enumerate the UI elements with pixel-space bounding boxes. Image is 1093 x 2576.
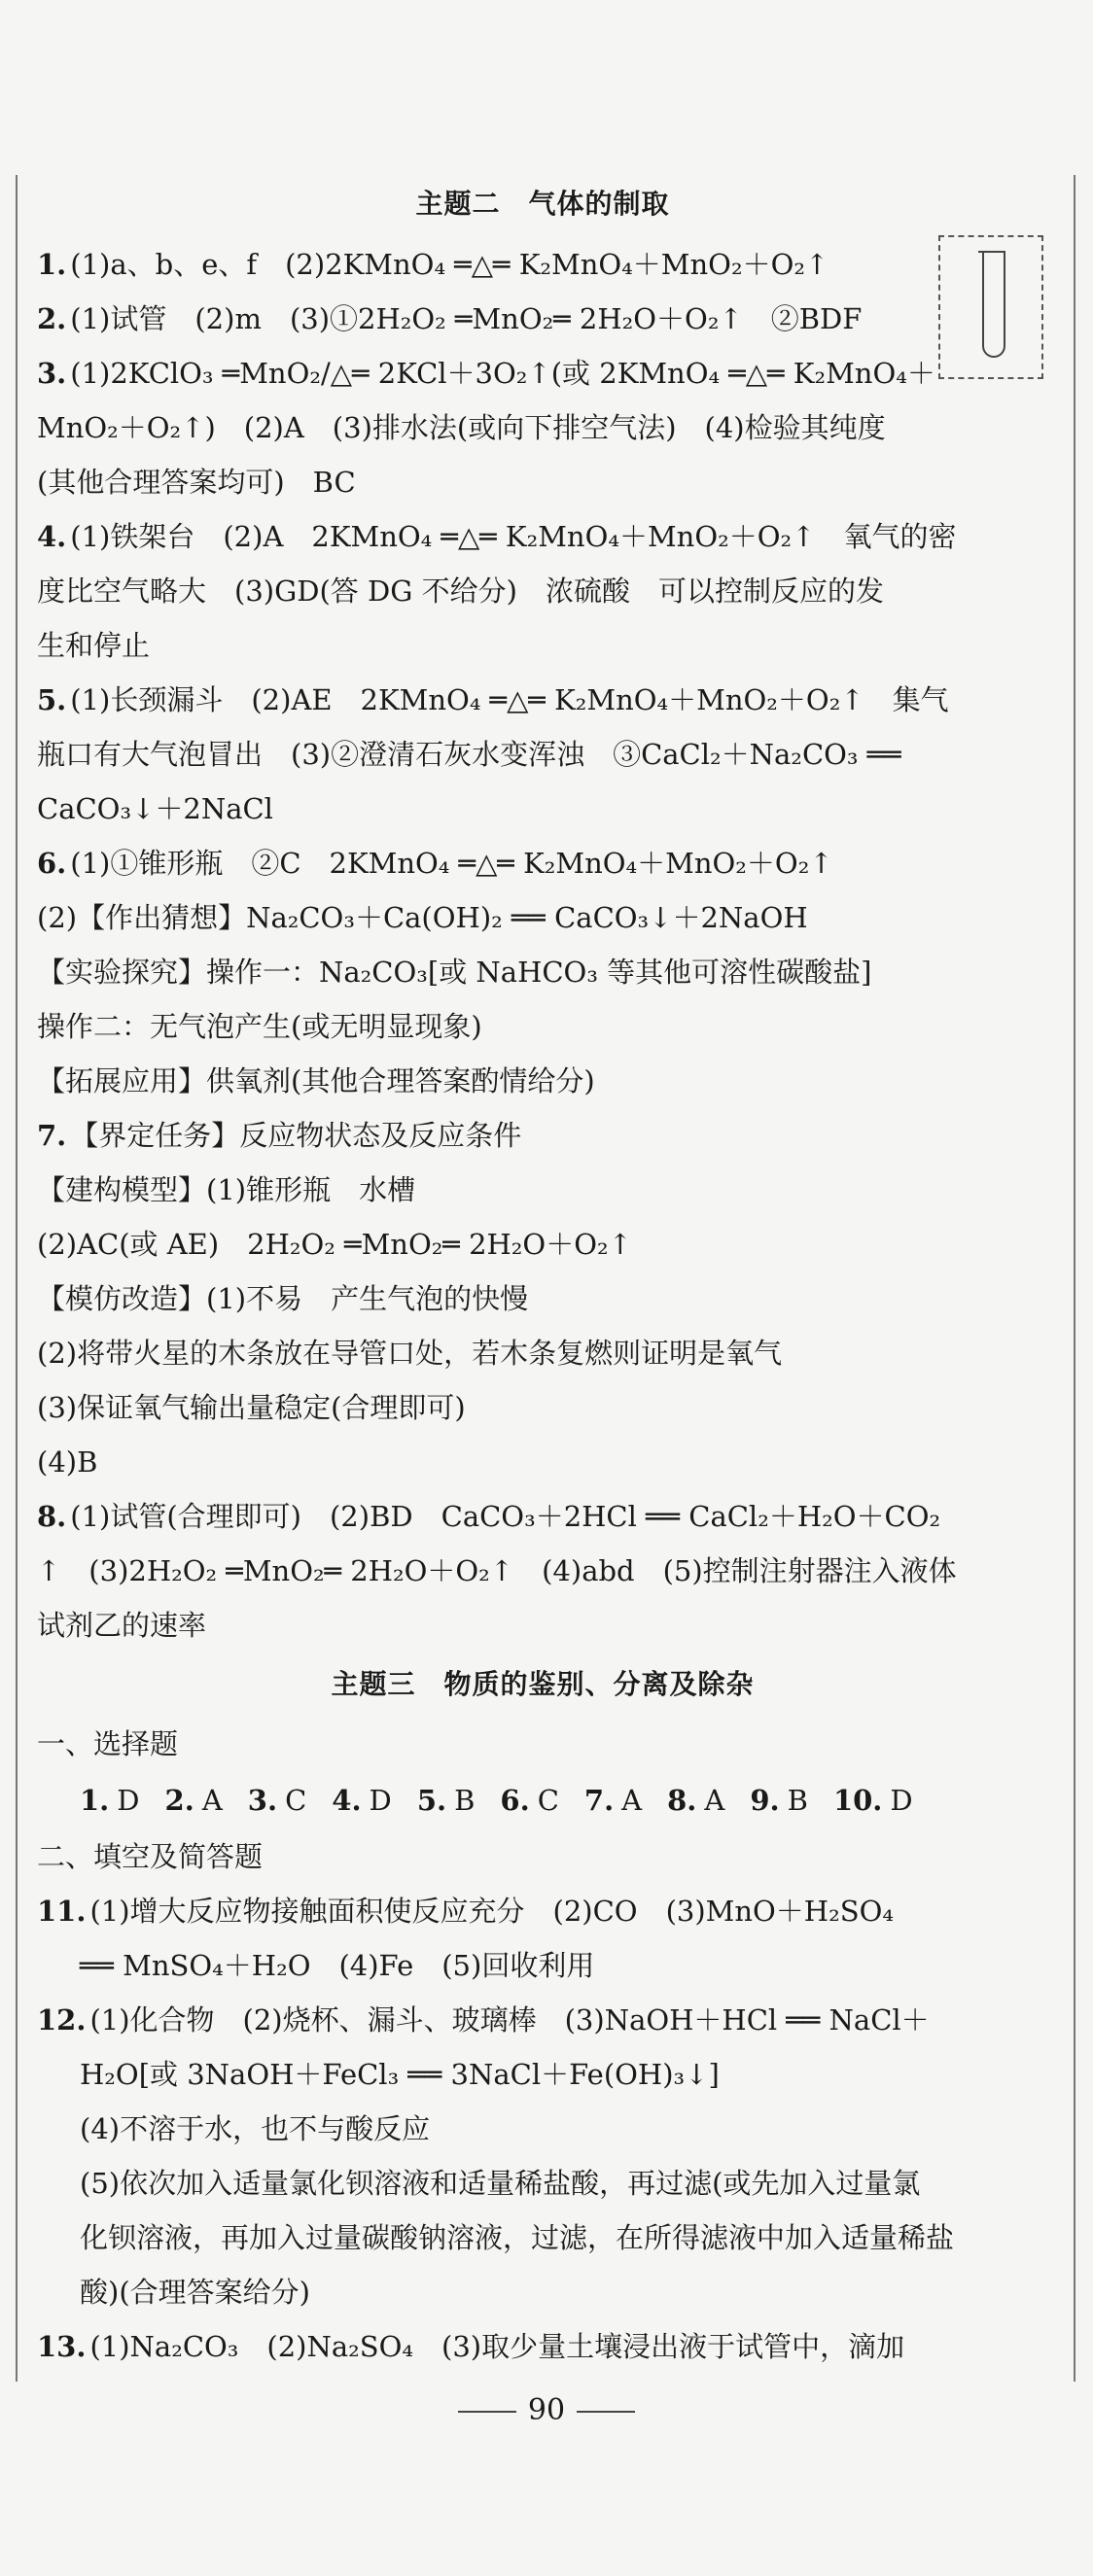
choice-answer: A (621, 1784, 643, 1817)
question-number: 11. (37, 1895, 87, 1928)
answer-text: 【拓展应用】供氧剂(其他合理答案酌情给分) (37, 1064, 595, 1097)
answer-line (37, 1326, 1048, 1380)
answer-text: (1)增大反应物接触面积使反应充分 (2)CO (3)MnO＋H₂SO₄ (89, 1895, 894, 1928)
page-footer (0, 2393, 1093, 2427)
topic2-answers (37, 237, 1048, 1653)
answer-text: ══ MnSO₄＋H₂O (4)Fe (5)回收利用 (80, 1949, 595, 1982)
topic2-title: 主题二 气体的制取 (415, 188, 670, 220)
answer-line (37, 1271, 1048, 1326)
question-number: 13. (37, 2330, 87, 2363)
answer-text: 度比空气略大 (3)GD(答 DG 不给分) 浓硫酸 可以控制反应的发 (37, 574, 884, 608)
answer-line (37, 2156, 1048, 2210)
answer-text: 化钡溶液，再加入过量碳酸钠溶液，过滤，在所得滤液中加入适量稀盐 (80, 2221, 955, 2254)
choice-item (750, 1784, 808, 1817)
answer-text: 操作二：无气泡产生(或无明显现象) (37, 1010, 482, 1043)
choice-item (417, 1784, 476, 1817)
footer-dash-right (577, 2411, 635, 2413)
answer-text: (2)AC(或 AE) 2H₂O₂ ═MnO₂═ 2H₂O＋O₂↑ (37, 1228, 632, 1261)
answer-line (37, 346, 1048, 400)
answer-text: (2)【作出猜想】Na₂CO₃＋Ca(OH)₂ ══ CaCO₃↓＋2NaOH (37, 901, 808, 934)
answer-line (37, 1435, 1048, 1489)
answer-text: (5)依次加入适量氯化钡溶液和适量稀盐酸，再过滤(或先加入过量氯 (80, 2167, 921, 2200)
answer-line (37, 2265, 1048, 2319)
choice-item (667, 1784, 724, 1817)
answer-text: (1)①锥形瓶 ②C 2KMnO₄ ═△═ K₂MnO₄＋MnO₂＋O₂↑ (70, 847, 833, 880)
answer-line (37, 1598, 1048, 1653)
answer-text: 【模仿改造】(1)不易 产生气泡的快慢 (37, 1282, 529, 1315)
section-fill-heading: 二、填空及简答题 (37, 1840, 264, 1873)
answer-line (37, 673, 1048, 727)
answer-line (37, 727, 1048, 782)
choice-number: 9. (750, 1784, 780, 1817)
question-number: 1. (37, 248, 67, 281)
answer-text: (3)保证氧气输出量稳定(合理即可) (37, 1391, 466, 1424)
choice-item (165, 1784, 223, 1817)
answer-line (37, 455, 1048, 509)
answer-text: 【建构模型】(1)锥形瓶 水槽 (37, 1173, 416, 1206)
footer-dash-left (458, 2411, 516, 2413)
answer-text: 【实验探究】操作一：Na₂CO₃[或 NaHCO₃ 等其他可溶性碳酸盐] (37, 956, 872, 989)
choice-number: 10. (832, 1784, 883, 1817)
choice-answer: B (787, 1784, 808, 1817)
choice-item (833, 1784, 913, 1817)
answer-line (37, 1544, 1048, 1598)
answer-line (37, 890, 1048, 945)
answer-line (37, 1884, 1048, 1938)
answer-line (37, 782, 1048, 836)
answer-text: 生和停止 (37, 629, 151, 662)
answer-text: (1)Na₂CO₃ (2)Na₂SO₄ (3)取少量土壤浸出液于试管中，滴加 (89, 2330, 905, 2363)
answer-text: MnO₂＋O₂↑) (2)A (3)排水法(或向下排空气法) (4)检验其纯度 (37, 411, 886, 444)
answer-text: (2)将带火星的木条放在导管口处，若木条复燃则证明是氧气 (37, 1337, 783, 1370)
choice-answer: C (285, 1784, 307, 1817)
answer-text: (1)a、b、e、f (2)2KMnO₄ ═△═ K₂MnO₄＋MnO₂＋O₂↑ (70, 248, 829, 281)
topic3-title: 主题三 物质的鉴别、分离及除杂 (331, 1668, 755, 1700)
answer-text: (1)试管 (2)m (3)①2H₂O₂ ═MnO₂═ 2H₂O＋O₂↑ ②BDF (70, 302, 863, 335)
choice-item (584, 1784, 642, 1817)
answer-text: CaCO₃↓＋2NaCl (37, 792, 273, 825)
left-margin-line (16, 175, 18, 2382)
answer-text: (1)试管(合理即可) (2)BD CaCO₃＋2HCl ══ CaCl₂＋H₂O＋CO₂ (70, 1500, 941, 1533)
answer-line (37, 2102, 1048, 2156)
choice-answer: A (704, 1784, 725, 1817)
choice-number: 5. (416, 1784, 447, 1817)
question-number: 2. (37, 302, 67, 335)
choice-answer: D (890, 1784, 913, 1817)
answer-line (37, 1993, 1048, 2047)
section-choice-heading: 一、选择题 (37, 1727, 179, 1760)
answer-line (37, 1938, 1048, 1993)
answer-line (37, 237, 1048, 292)
answer-line (37, 564, 1048, 618)
answer-text: (4)不溶于水，也不与酸反应 (80, 2112, 431, 2145)
answer-line (37, 1489, 1048, 1544)
choice-answers (37, 1771, 1048, 1829)
choice-number: 6. (500, 1784, 530, 1817)
answer-text: 酸)(合理答案给分) (80, 2276, 310, 2309)
choice-number: 8. (667, 1784, 697, 1817)
choice-item (332, 1784, 392, 1817)
question-number: 6. (37, 847, 67, 880)
answer-line (37, 1054, 1048, 1108)
answer-line (37, 2319, 1048, 2374)
choice-number: 7. (583, 1784, 615, 1817)
choice-number: 4. (332, 1784, 362, 1817)
answer-text: (1)铁架台 (2)A 2KMnO₄ ═△═ K₂MnO₄＋MnO₂＋O₂↑ 氧气的密 (70, 520, 957, 553)
topic3-answers (37, 1884, 1048, 2374)
question-number: 8. (37, 1500, 67, 1533)
answer-line (37, 292, 1048, 346)
answer-line (37, 2047, 1048, 2102)
question-number: 4. (37, 520, 67, 553)
answer-text: 瓶口有大气泡冒出 (3)②澄清石灰水变浑浊 ③CaCl₂＋Na₂CO₃ ══ (37, 738, 901, 771)
choice-answer: C (537, 1784, 559, 1817)
answer-page (37, 175, 1048, 2374)
choice-answer: D (369, 1784, 392, 1817)
question-number: 5. (37, 683, 67, 716)
answer-text: (其他合理答案均可) BC (37, 466, 356, 499)
question-number: 3. (37, 357, 67, 390)
question-number: 12. (37, 2003, 87, 2036)
answer-line (37, 400, 1048, 455)
choice-answer: B (454, 1784, 476, 1817)
choice-item (80, 1784, 140, 1817)
choice-answer: D (117, 1784, 140, 1817)
answer-text: (1)2KClO₃ ═MnO₂/△═ 2KCl＋3O₂↑(或 2KMnO₄ ═△═ K₂MnO₄＋ (70, 357, 935, 390)
answer-line (37, 945, 1048, 999)
answer-text: ↑ (3)2H₂O₂ ═MnO₂═ 2H₂O＋O₂↑ (4)abd (5)控制注射器注入液体 (37, 1554, 957, 1587)
answer-line (37, 1380, 1048, 1435)
answer-text: H₂O[或 3NaOH＋FeCl₃ ══ 3NaCl＋Fe(OH)₃↓] (80, 2058, 720, 2091)
answer-line (37, 836, 1048, 890)
answer-text: (1)长颈漏斗 (2)AE 2KMnO₄ ═△═ K₂MnO₄＋MnO₂＋O₂↑ 集气 (70, 683, 949, 716)
question-number: 7. (37, 1119, 67, 1152)
answer-line (37, 1217, 1048, 1271)
answer-line (37, 618, 1048, 673)
right-margin-line (1074, 175, 1075, 2382)
choice-item (248, 1784, 306, 1817)
answer-line (37, 1108, 1048, 1163)
page-number: 90 (527, 2393, 566, 2427)
answer-line (37, 1163, 1048, 1217)
choice-answer: A (201, 1784, 223, 1817)
answer-text: 【界定任务】反应物状态及反应条件 (70, 1119, 522, 1152)
answer-line (37, 509, 1048, 564)
answer-text: (4)B (37, 1445, 98, 1479)
answer-line (37, 2210, 1048, 2265)
answer-line (37, 999, 1048, 1054)
answer-text: 试剂乙的速率 (37, 1609, 207, 1642)
choice-item (500, 1784, 558, 1817)
answer-text: (1)化合物 (2)烧杯、漏斗、玻璃棒 (3)NaOH＋HCl ══ NaCl＋ (89, 2003, 930, 2036)
choice-number: 1. (80, 1784, 110, 1817)
choice-number: 2. (164, 1784, 194, 1817)
choice-number: 3. (247, 1784, 278, 1817)
